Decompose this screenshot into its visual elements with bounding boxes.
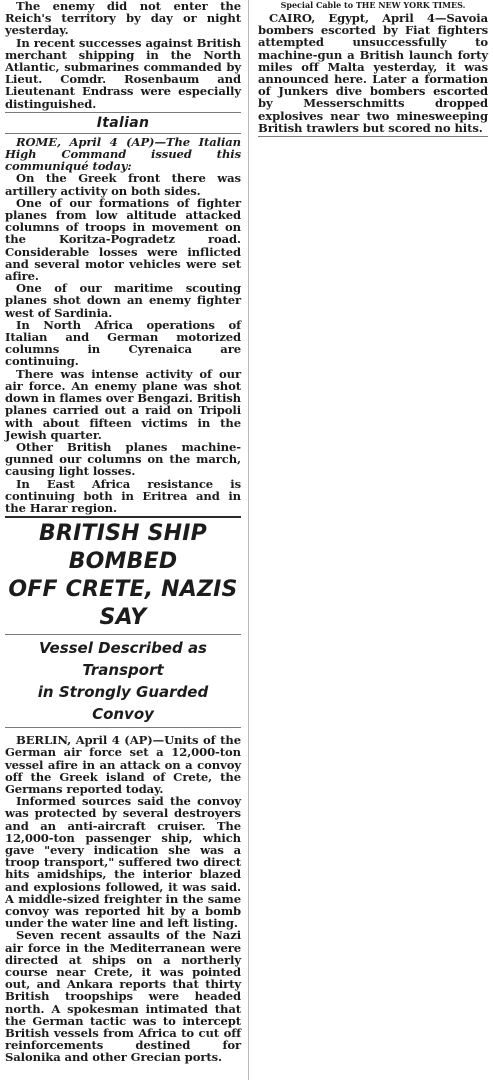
paragraph: Other British planes machine-gunned our columns on the march, causing light losses. <box>5 439 241 479</box>
paragraph: There was intense activity of our air force. An enemy plane was shot down in flames over Bengazi. British planes carried out a raid on Tripoli with about fifteen victims in the Jewish quarter. <box>5 366 241 442</box>
dateline: ROME, April 4 (AP)—The Italian High Command issued this communiqué today: <box>5 134 241 174</box>
headline-divider <box>5 634 241 635</box>
byline-credit: Special Cable to THE NEW YORK TIMES. <box>280 0 466 10</box>
paragraph: One of our maritime scouting planes shot down an enemy fighter west of Sardinia. <box>5 281 241 320</box>
deck-line: Vessel Described as Transport <box>39 639 207 680</box>
left-column <box>5 0 241 1064</box>
paragraph: The enemy did not enter the Reich's territory by day or night yesterday. <box>5 0 241 38</box>
story-divider <box>5 516 241 518</box>
headline-line: OFF CRETE, NAZIS SAY <box>8 577 238 631</box>
deck-line: in Strongly Guarded Convoy <box>37 683 209 724</box>
section-divider <box>5 133 241 134</box>
paragraph: In recent successes against British merchant shipping in the North Atlantic, submarines commanded by Lieut. Comdr. Rosenbaum and Lieutenant Endrass were especially distinguished. <box>5 35 241 111</box>
right-column <box>258 0 488 139</box>
headline-divider <box>5 727 241 728</box>
column-rule <box>248 0 249 1080</box>
headline-line: BRITISH SHIP BOMBED <box>39 521 207 575</box>
section-subhead: Italian <box>96 114 150 131</box>
paragraph: One of our formations of fighter planes from low altitude attacked columns of troops in movement on the Koritza-Pogradetz road. Considerable losses were inflicted and several motor vehicles were set afire. <box>5 195 241 284</box>
paragraph: On the Greek front there was artillery activity on both sides. <box>5 171 241 198</box>
paragraph: Informed sources said the convoy was protected by several destroyers and an anti-aircraft cruiser. The 12,000-ton passenger ship, which gave "every indication she was a troop transport," suffered two direct hits amidships, the interior blazed and explosions followed, it was said. A middle-sized freighter in the same convoy was reported hit by a bomb under the water line and left listing. <box>5 794 241 931</box>
section-divider <box>5 112 241 113</box>
paragraph: In East Africa resistance is continuing both in Eritrea and in the Harar region. <box>5 476 241 515</box>
paragraph: In North Africa operations of Italian and German motorized columns in Cyrenaica are continuing. <box>5 317 241 369</box>
story-end-rule <box>258 136 488 137</box>
paragraph: Seven recent assaults of the Nazi air force in the Mediterranean were directed at ships on a northerly course near Crete, it was pointed out, and Ankara reports that thirty British troopships were headed north. A spokesman intimated that the German tactic was to intercept British vessels from Africa to cut off reinforcements destined for Salonika and other Grecian ports. <box>5 928 241 1065</box>
paragraph: BERLIN, April 4 (AP)—Units of the German air force set a 12,000-ton vessel afire in an attack on a convoy off the Greek island of Crete, the Germans reported today. <box>5 733 241 796</box>
paragraph: CAIRO, Egypt, April 4—Savoia bombers escorted by Fiat fighters attempted unsuccessfully to machine-gun a British launch forty miles off Malta yesterday, it was announced here. Later a formation of Junkers dive bombers escorted by Messerschmitts dropped explosives near two minesweeping British trawlers but scored no hits. <box>258 11 488 135</box>
